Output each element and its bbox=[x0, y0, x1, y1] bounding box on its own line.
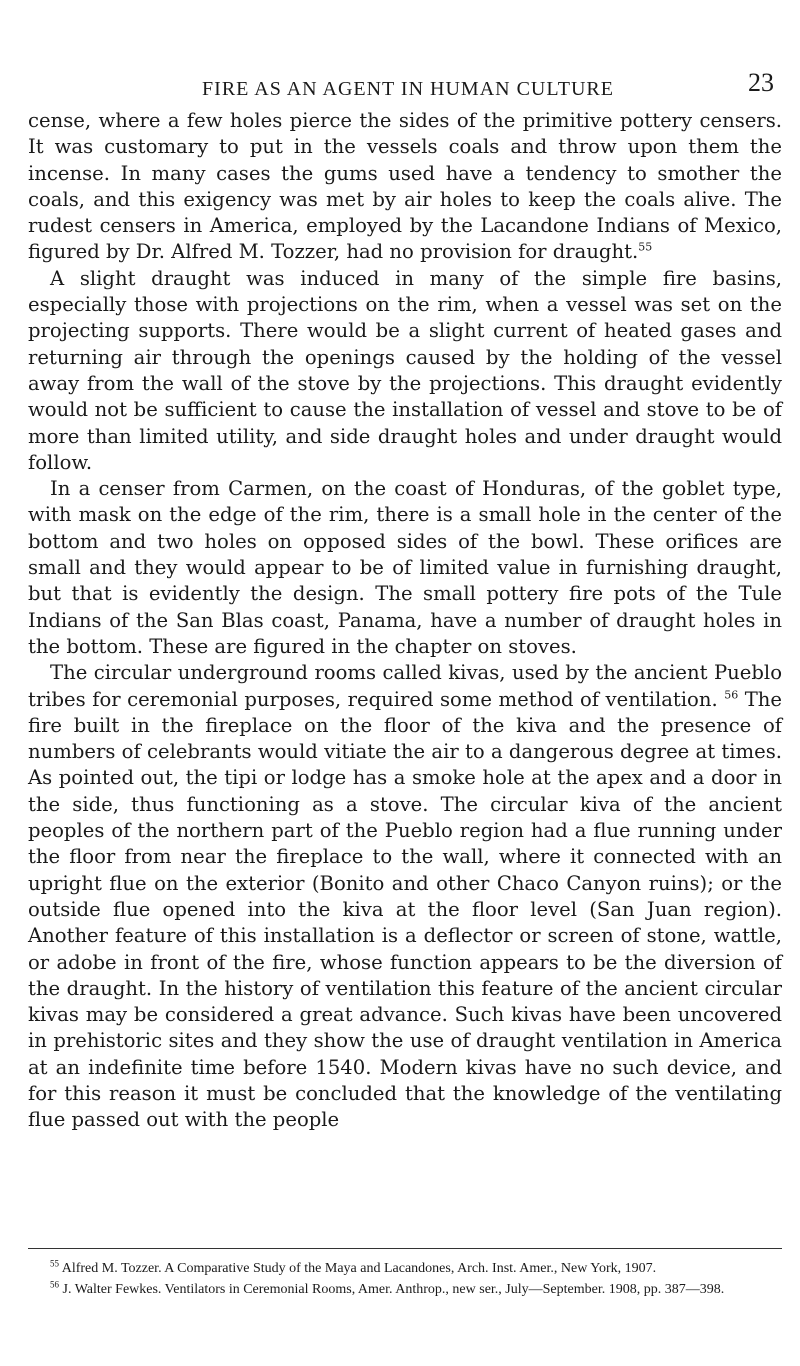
footnote-divider bbox=[28, 1248, 782, 1249]
footnote-text: Alfred M. Tozzer. A Comparative Study of the Maya and Lacandones, Arch. Inst. Amer., New York, 1907. bbox=[61, 1261, 657, 1276]
paragraph-text: A slight draught was induced in many of the simple fire basins, especially those with projections on the rim, when a vessel was set on the projecting supports. There would be a slight current of heated gases and returning air through the openings caused by the holding of the vessel away from the wall of the stove by the projections. This draught evidently would not be sufficient to cause the installation of vessel and stove to be of more than limited utility, and side draught holes and under draught would follow. bbox=[28, 266, 782, 474]
page-number: 23 bbox=[748, 68, 774, 97]
paragraph-1 bbox=[28, 108, 782, 266]
footnote-mark: 55 bbox=[50, 1258, 59, 1269]
paragraph-text-continued: The fire built in the fireplace on the floor of the kiva and the presence of numbers of celebrants would vitiate the air to a dangerous degree at times. As pointed out, the tipi or lodge has a smoke hole at the apex and a door in the side, thus functioning as a stove. The circular kiva of the ancient peoples of the northern part of the Pueblo region had a flue running under the floor from near the fireplace to the wall, where it connected with an upright flue on the exterior (Bonito and other Chaco Canyon ruins); or the outside flue opened into the kiva at the floor level (San Juan region). Another feature of this installation is a deflector or screen of stone, wattle, or adobe in front of the fire, whose function appears to be the diversion of the draught. In the history of ventilation this feature of the ancient circular kivas may be considered a great advance. Such kivas have been uncovered in prehistoric sites and they show the use of draught ventilation in America at an indefinite time before 1540. Modern kivas have no such device, and for this reason it must be concluded that the knowledge of the ventilating flue passed out with the people bbox=[28, 687, 783, 1132]
footnote-56 bbox=[28, 1279, 782, 1300]
running-head: FIRE AS AN AGENT IN HUMAN CULTURE bbox=[202, 78, 614, 100]
footnotes bbox=[28, 1258, 782, 1300]
footnote-text: J. Walter Fewkes. Ventilators in Ceremonial Rooms, Amer. Anthrop., new ser., July—September. 1908, pp. 387—398. bbox=[62, 1282, 725, 1297]
paragraph-text: cense, where a few holes pierce the sides of the primitive pottery censers. It was customary to put in the vessels coals and throw upon them the incense. In many cases the gums used have a tendency to smother the coals, and this exigency was met by air holes to keep the coals alive. The rudest censers in America, employed by the Lacandone Indians of Mexico, figured by Dr. Alfred M. Tozzer, had no provision for draught. bbox=[28, 109, 782, 264]
paragraph-4 bbox=[28, 660, 782, 1133]
footnote-ref-56[interactable]: 56 bbox=[724, 688, 739, 701]
body-text bbox=[28, 108, 782, 1134]
footnote-mark: 56 bbox=[50, 1279, 59, 1290]
paragraph-text: In a censer from Carmen, on the coast of Honduras, of the goblet type, with mask on the edge of the rim, there is a small hole in the center of the bottom and two holes on opposed sides of the bowl. These orifices are small and they would appear to be of limited value in furnishing draught, but that is evidently the design. The small pottery fire pots of the Tule Indians of the San Blas coast, Panama, have a number of draught holes in the bottom. These are figured in the chapter on stoves. bbox=[28, 477, 782, 658]
paragraph-3 bbox=[28, 476, 782, 660]
paragraph-2 bbox=[28, 266, 782, 476]
footnote-55 bbox=[28, 1258, 782, 1279]
footnote-ref-55[interactable]: 55 bbox=[638, 240, 653, 254]
paragraph-text: The circular underground rooms called kivas, used by the ancient Pueblo tribes for ceremonial purposes, required some method of ventilation. bbox=[28, 661, 782, 711]
